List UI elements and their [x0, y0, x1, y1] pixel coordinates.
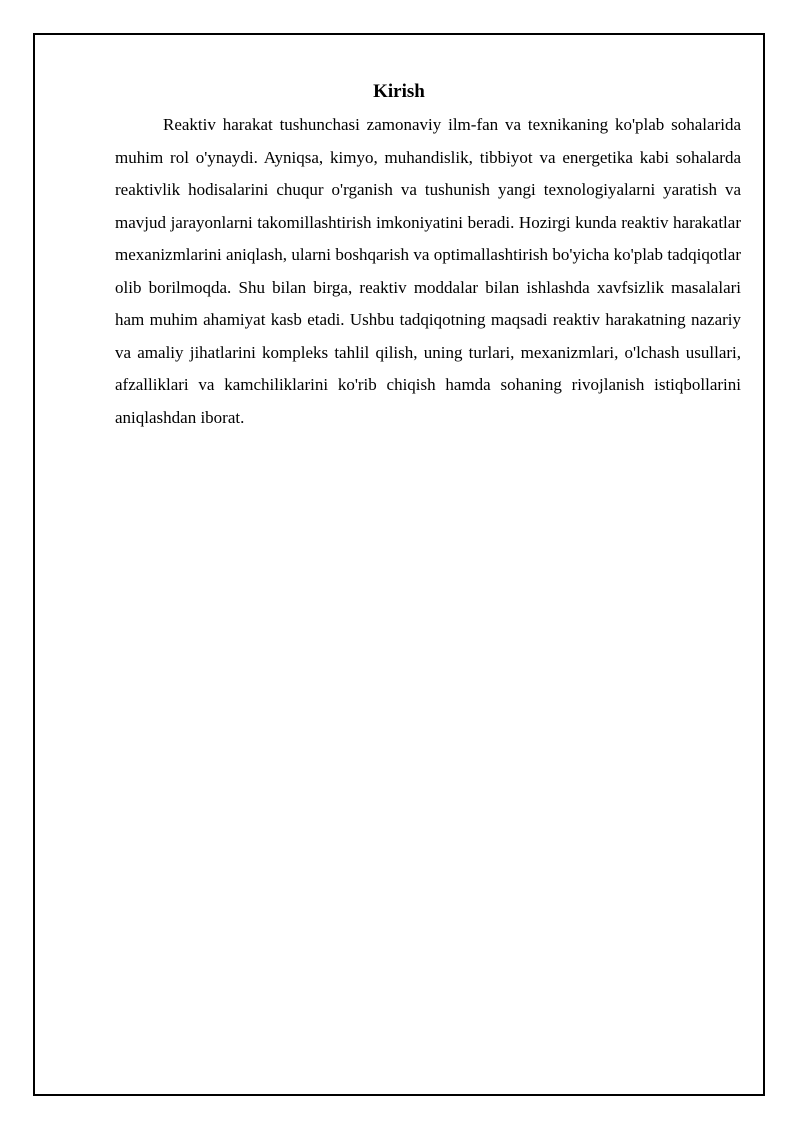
page-border [33, 33, 765, 1096]
body-paragraph: Reaktiv harakat tushunchasi zamonaviy ilm-fan va texnikaning ko'plab sohalarida muhim rol o'ynaydi. Ayniqsa, kimyo, muhandislik, tibbiyot va energetika kabi sohalarda reaktivlik hodisalarini chuqur o'rganish va tushunish yangi texnologiyalarni yaratish va mavjud jarayonlarni takomillashtirish imkoniyatini beradi. Hozirgi kunda reaktiv harakatlar mexanizmlarini aniqlash, ularni boshqarish va optimallashtirish bo'yicha ko'plab tadqiqotlar olib borilmoqda. Shu bilan birga, reaktiv moddalar bilan ishlashda xavfsizlik masalalari ham muhim ahamiyat kasb etadi. Ushbu tadqiqotning maqsadi reaktiv harakatning nazariy va amaliy jihatlarini kompleks tahlil qilish, uning turlari, mexanizmlari, o'lchash usullari, afzalliklari va kamchiliklarini ko'rib chiqish hamda sohaning rivojlanish istiqbollarini aniqlashdan iborat. [115, 115, 741, 427]
page-title: Kirish [373, 81, 425, 102]
